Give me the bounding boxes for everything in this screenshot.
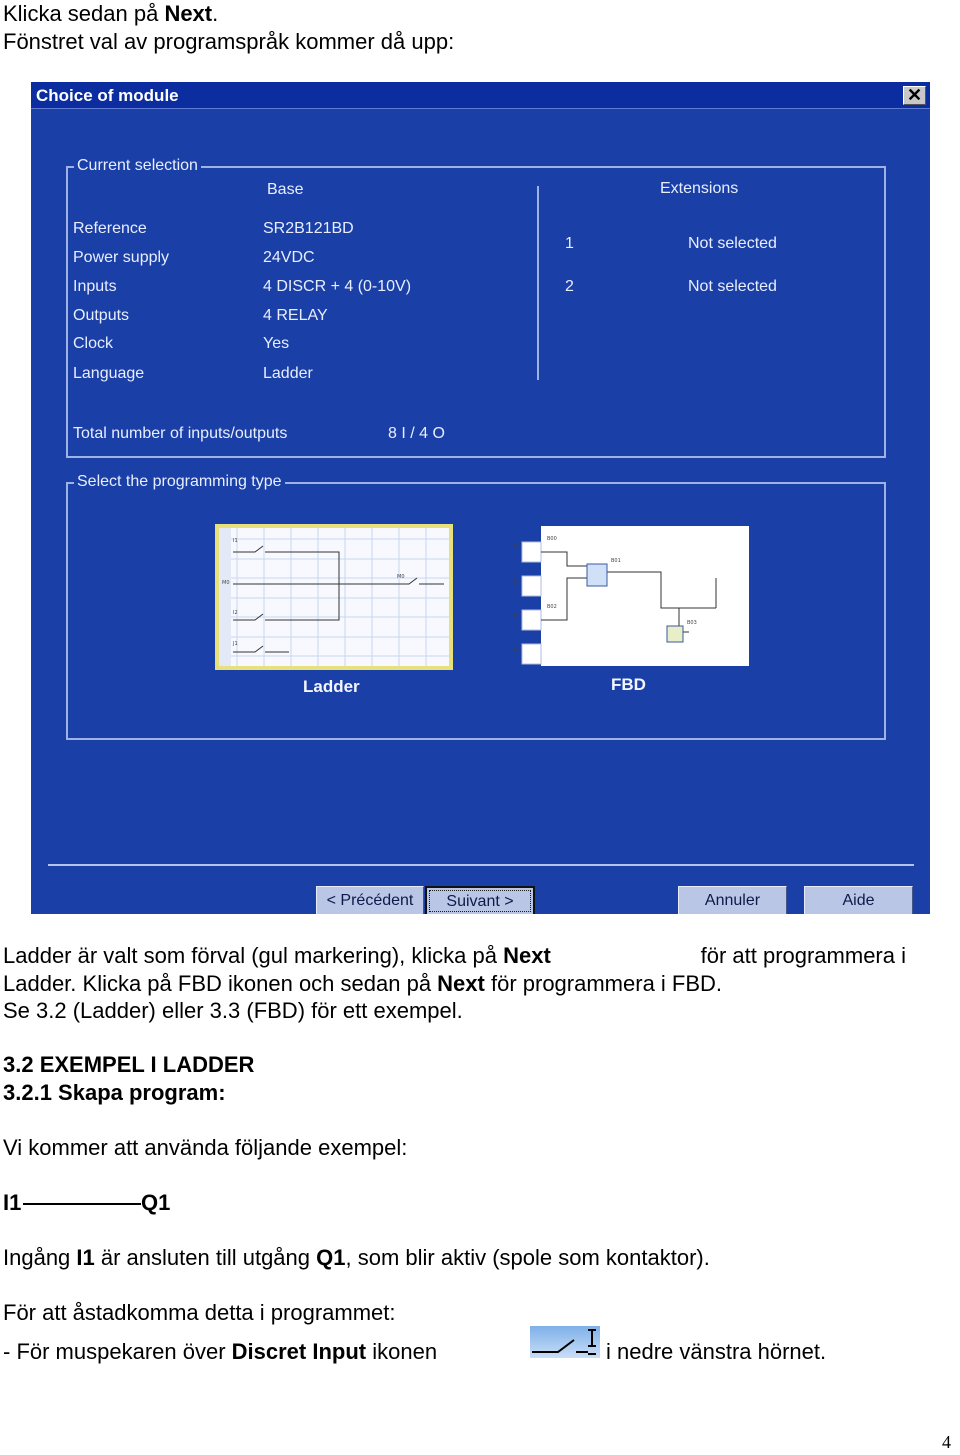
extension-2-number: 2 <box>565 278 574 295</box>
inputs-label: Inputs <box>73 278 117 295</box>
extension-1-value: Not selected <box>688 235 777 252</box>
p5-part-a: - För muspekaren över <box>3 1339 232 1364</box>
outputs-label: Outputs <box>73 307 130 324</box>
programming-type-group <box>66 482 886 740</box>
svg-text:I1: I1 <box>514 544 519 550</box>
extension-2-value: Not selected <box>688 278 777 295</box>
paragraph-3 <box>3 1245 710 1271</box>
svg-text:B02: B02 <box>547 604 557 610</box>
paragraph-1-line-3: Se 3.2 (Ladder) eller 3.3 (FBD) för ett exempel. <box>3 998 463 1023</box>
svg-text:J1: J1 <box>233 641 238 647</box>
ladder-label: Ladder <box>303 677 360 696</box>
heading-3-2: 3.2 EXEMPEL I LADDER <box>3 1052 255 1077</box>
dialog-title: Choice of module <box>36 86 179 105</box>
intro-line-1 <box>3 1 218 27</box>
p5-discret-input-bold: Discret Input <box>231 1339 367 1364</box>
p3-part-a: Ingång <box>3 1245 77 1270</box>
language-value: Ladder <box>263 365 313 382</box>
discrete-input-icon <box>530 1326 600 1358</box>
diagram-q1-label: Q1 <box>141 1190 171 1215</box>
svg-text:M0: M0 <box>222 580 230 586</box>
choice-of-module-dialog <box>31 82 930 914</box>
p1-part-a: Ladder är valt som förval (gul markering), klicka på Next <box>3 943 551 968</box>
power-supply-label: Power supply <box>73 249 170 266</box>
svg-text:I2: I2 <box>514 580 519 586</box>
help-button[interactable]: Aide <box>804 886 913 914</box>
heading-3-2-1: 3.2.1 Skapa program: <box>3 1080 226 1105</box>
paragraph-4: För att åstadkomma detta i programmet: <box>3 1300 396 1325</box>
outputs-value: 4 RELAY <box>263 307 328 324</box>
extension-1-number: 1 <box>565 235 574 252</box>
svg-text:B03: B03 <box>687 620 697 626</box>
p1-next-bold-2: Next <box>437 971 485 996</box>
reference-label: Reference <box>73 220 147 237</box>
diagram-i1-label: I1 <box>3 1190 22 1215</box>
close-icon: ✕ <box>906 85 923 105</box>
reference-value: SR2B121BD <box>263 220 354 237</box>
paragraph-5-right: i nedre vänstra hörnet. <box>606 1339 827 1364</box>
fbd-option[interactable] <box>511 526 749 666</box>
clock-label: Clock <box>73 335 114 352</box>
previous-button[interactable]: < Précédent <box>316 886 424 914</box>
programming-type-label: Select the programming type <box>74 473 285 491</box>
svg-text:B01: B01 <box>611 558 621 564</box>
ladder-diagram-preview <box>219 528 449 666</box>
button-separator <box>48 864 914 866</box>
close-button[interactable] <box>903 86 926 105</box>
intro-line-2: Fönstret val av programspråk kommer då upp: <box>3 29 455 54</box>
p1-part-c: för att programmera i <box>700 943 906 968</box>
ladder-option[interactable] <box>215 524 453 670</box>
power-supply-value: 24VDC <box>263 249 315 266</box>
svg-text:I2: I2 <box>233 610 238 616</box>
p3-q1-bold: Q1 <box>316 1245 346 1270</box>
base-header: Base <box>267 181 304 198</box>
svg-text:I4: I4 <box>514 648 519 654</box>
diagram-connection-line <box>23 1203 141 1205</box>
svg-text:M0: M0 <box>397 574 405 580</box>
fbd-label: FBD <box>611 675 646 694</box>
total-io-label: Total number of inputs/outputs <box>73 425 288 442</box>
total-io-value: 8 I / 4 O <box>388 425 445 442</box>
intro-line-1-suffix: . <box>212 1 219 26</box>
dialog-titlebar <box>31 82 930 109</box>
cancel-button[interactable]: Annuler <box>678 886 787 914</box>
language-label: Language <box>73 365 145 382</box>
p3-i1-bold: I1 <box>76 1245 95 1270</box>
current-selection-label: Current selection <box>74 157 201 175</box>
extensions-header: Extensions <box>660 180 739 197</box>
p1-next-bold: Next <box>503 943 551 968</box>
intro-line-1-bold: Next <box>164 1 213 26</box>
svg-text:B00: B00 <box>547 536 557 542</box>
p1-part-d: Ladder. Klicka på FBD ikonen och sedan på <box>3 971 438 996</box>
p3-part-e: , som blir aktiv (spole som kontaktor). <box>345 1245 710 1270</box>
p3-part-c: är ansluten till utgång <box>94 1245 317 1270</box>
paragraph-2: Vi kommer att använda följande exempel: <box>3 1135 408 1160</box>
p1-part-f: för programmera i FBD. <box>484 971 723 996</box>
next-button[interactable]: Suivant > <box>425 886 535 914</box>
column-separator <box>537 186 539 380</box>
page-number: 4 <box>942 1432 951 1452</box>
svg-text:I3: I3 <box>514 614 519 620</box>
intro-line-1-prefix: Klicka sedan på <box>3 1 165 26</box>
current-selection-group <box>66 166 886 458</box>
fbd-diagram-preview <box>511 526 749 666</box>
p5-part-c: ikonen <box>366 1339 438 1364</box>
inputs-value: 4 DISCR + 4 (0-10V) <box>263 278 412 295</box>
paragraph-5-left <box>3 1339 437 1365</box>
paragraph-1-line-1 <box>3 943 906 969</box>
paragraph-1-line-2 <box>3 971 722 997</box>
svg-text:I1: I1 <box>233 538 238 544</box>
clock-value: Yes <box>263 335 290 352</box>
